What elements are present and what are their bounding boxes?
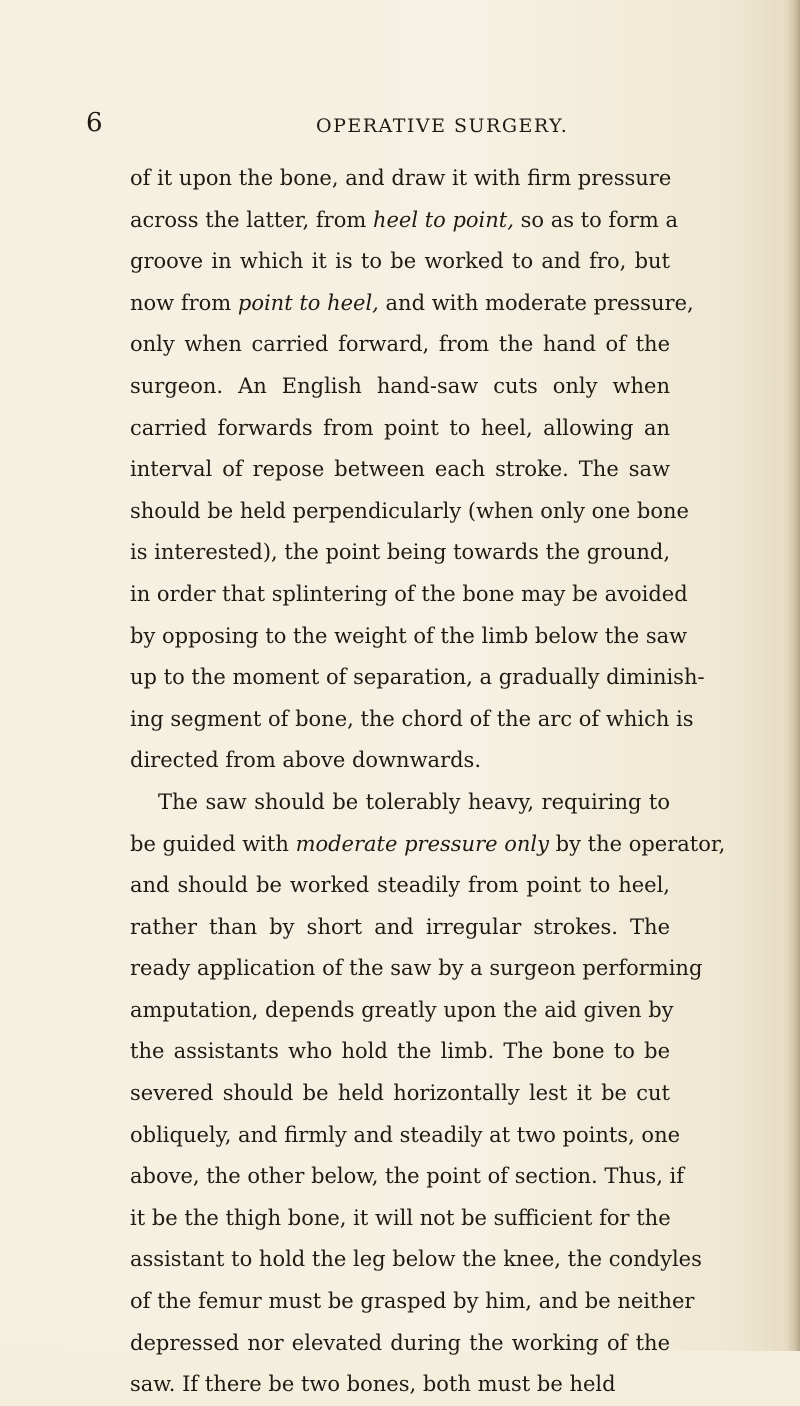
text-line xyxy=(130,1364,670,1406)
text-run: above, the other below, the point of section. Thus, if xyxy=(130,1164,685,1189)
running-title: OPERATIVE SURGERY. xyxy=(316,115,569,137)
page-number: 6 xyxy=(86,108,103,138)
text-line xyxy=(130,782,670,824)
text-line xyxy=(130,200,678,242)
text-line xyxy=(130,366,670,408)
text-run: carried forwards from point to heel, allowing an xyxy=(130,415,670,440)
text-line xyxy=(130,574,688,616)
text-run: groove in which it is to be worked to and fro, but xyxy=(130,249,670,274)
text-run: only when carried forward, from the hand of the xyxy=(130,332,670,357)
text-line xyxy=(130,657,705,699)
text-run: across the latter, from xyxy=(130,207,373,232)
text-run: be guided with xyxy=(130,831,296,856)
text-run: up to the moment of separation, a gradually diminish- xyxy=(130,665,705,690)
body-text xyxy=(130,158,726,1406)
text-run: and should be worked steadily from point to heel, xyxy=(130,873,670,898)
text-run: assistant to hold the leg below the knee, the condyles xyxy=(130,1247,702,1272)
text-line xyxy=(130,491,689,533)
text-run: obliquely, and firmly and steadily at two points, one xyxy=(130,1122,681,1147)
text-line xyxy=(130,1323,670,1365)
text-line xyxy=(130,283,694,325)
text-run: of it upon the bone, and draw it with firm pressure xyxy=(130,166,672,190)
text-run: should be held perpendicularly (when only one bone xyxy=(130,498,689,523)
text-run: by the operator, xyxy=(548,831,726,856)
text-line xyxy=(130,324,670,366)
text-line xyxy=(130,824,726,866)
text-line xyxy=(130,241,670,283)
text-run: now from xyxy=(130,290,238,315)
text-run: the assistants who hold the limb. The bone to be xyxy=(130,1039,670,1064)
text-run: surgeon. An English hand-saw cuts only when xyxy=(130,373,670,398)
text-run: so as to form a xyxy=(513,207,678,232)
text-line xyxy=(130,408,670,450)
text-line xyxy=(130,616,688,658)
text-line xyxy=(130,1156,685,1198)
text-run: The saw should be tolerably heavy, requiring to xyxy=(158,789,670,814)
text-run: by opposing to the weight of the limb below the saw xyxy=(130,623,688,648)
text-line xyxy=(130,1115,681,1157)
text-line xyxy=(130,1073,670,1115)
text-run: and with moderate pressure, xyxy=(378,290,694,315)
text-run: directed from above downwards. xyxy=(130,748,482,773)
text-line xyxy=(130,1281,695,1323)
text-run: amputation, depends greatly upon the aid given by xyxy=(130,997,674,1022)
text-run: in order that splintering of the bone may be avoided xyxy=(130,581,688,606)
text-line xyxy=(130,449,670,491)
text-run: ing segment of bone, the chord of the arc of which is xyxy=(130,706,694,731)
text-line xyxy=(130,865,670,907)
text-line xyxy=(130,948,703,990)
italic-text: point to heel, xyxy=(237,290,379,315)
page-edge-shadow xyxy=(786,0,800,1351)
text-run: it be the thigh bone, it will not be sufficient for the xyxy=(130,1205,671,1230)
text-run: is interested), the point being towards the ground, xyxy=(130,540,670,565)
text-line xyxy=(130,740,670,782)
text-run: saw. If there be two bones, both must be held xyxy=(130,1372,616,1397)
running-head xyxy=(0,108,800,148)
text-line xyxy=(130,158,670,200)
italic-text: heel to point, xyxy=(372,207,514,232)
text-run: of the femur must be grasped by him, and be neither xyxy=(130,1289,695,1314)
text-line xyxy=(130,532,670,574)
text-line xyxy=(130,1031,670,1073)
text-run: depressed nor elevated during the working of the xyxy=(130,1330,670,1355)
italic-text: moderate pressure only xyxy=(295,831,549,856)
text-line xyxy=(130,907,670,949)
text-run: severed should be held horizontally lest it be cut xyxy=(130,1081,670,1106)
text-run: ready application of the saw by a surgeon performing xyxy=(130,956,703,981)
text-line xyxy=(130,1239,702,1281)
text-run: rather than by short and irregular strokes. The xyxy=(130,914,670,939)
text-line xyxy=(130,990,674,1032)
text-line xyxy=(130,699,694,741)
text-run: interval of repose between each stroke. The saw xyxy=(130,457,670,482)
text-line xyxy=(130,1198,670,1240)
